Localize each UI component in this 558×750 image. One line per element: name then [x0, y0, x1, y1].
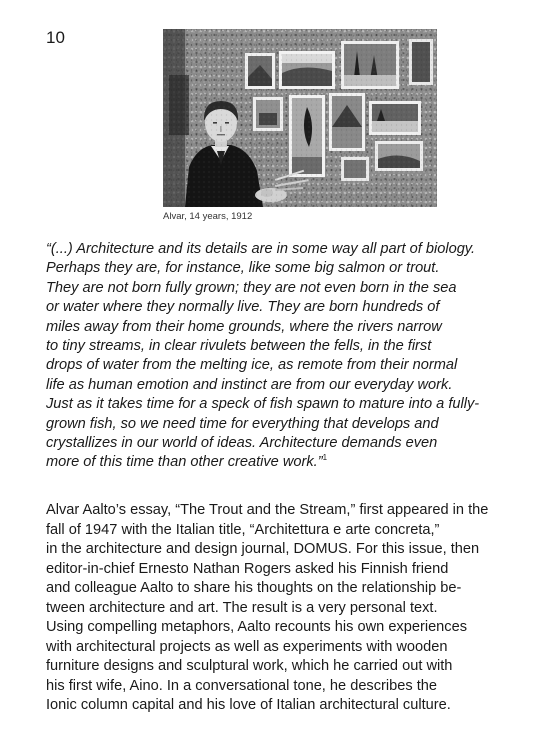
body-line: fall of 1947 with the Italian title, “Architettura e arte concreta,” — [46, 521, 440, 538]
body-line: in the architecture and design journal, DOMUS. For this issue, then — [46, 541, 480, 557]
quote-line: drops of water from the melting ice, as remote from their normal — [46, 357, 458, 374]
quote-line: Just as it takes time for a speck of fish spawn to mature into a fully- — [46, 396, 480, 413]
figure-caption: Alvar, 14 years, 1912 — [163, 211, 253, 222]
quote-line: Perhaps they are, for instance, like some big salmon or trout. — [46, 260, 440, 277]
quote-line: grown fish, so we need time for everything that develops and — [46, 415, 439, 432]
quote-line: “(...) Architecture and its details are in some way all part of biology. — [46, 241, 476, 257]
figure-photo — [163, 29, 437, 207]
quote-line: or water where they normally live. They are born hundreds of — [46, 299, 440, 316]
quote-line: They are not born fully grown; they are not even born in the sea — [46, 279, 457, 296]
block-quote — [46, 240, 526, 473]
quote-line-text: more of this time than other creative work.” — [46, 454, 323, 471]
quote-line: to tiny streams, in clear rivulets between the fells, in the first — [46, 338, 432, 355]
quote-last-line — [46, 453, 526, 472]
body-line: his first wife, Aino. In a conversational tone, he describes the — [46, 677, 438, 694]
quote-line: miles away from their home grounds, where the rivers narrow — [46, 318, 442, 335]
footnote-reference[interactable]: 1 — [322, 453, 328, 463]
body-paragraph — [46, 501, 531, 716]
body-line: editor-in-chief Ernesto Nathan Rogers asked his Finnish friend — [46, 560, 449, 577]
body-line: Using compelling metaphors, Aalto recounts his own experiences — [46, 619, 468, 635]
body-line: tween architecture and art. The result is a very personal text. — [46, 599, 438, 616]
page-number: 10 — [46, 28, 65, 47]
body-line: and colleague Aalto to share his thoughts on the relationship be- — [46, 580, 462, 596]
body-line: with architectural projects as well as experiments with wooden — [46, 638, 448, 655]
body-line: Ionic column capital and his love of Italian architectural culture. — [46, 697, 451, 713]
body-line: Alvar Aalto’s essay, “The Trout and the Stream,” first appeared in the — [46, 502, 489, 518]
body-line: furniture designs and sculptural work, which he carried out with — [46, 658, 453, 674]
quote-line: life as human emotion and instinct are from our everyday work. — [46, 376, 453, 393]
quote-line: crystallizes in our world of ideas. Architecture demands even — [46, 435, 438, 452]
